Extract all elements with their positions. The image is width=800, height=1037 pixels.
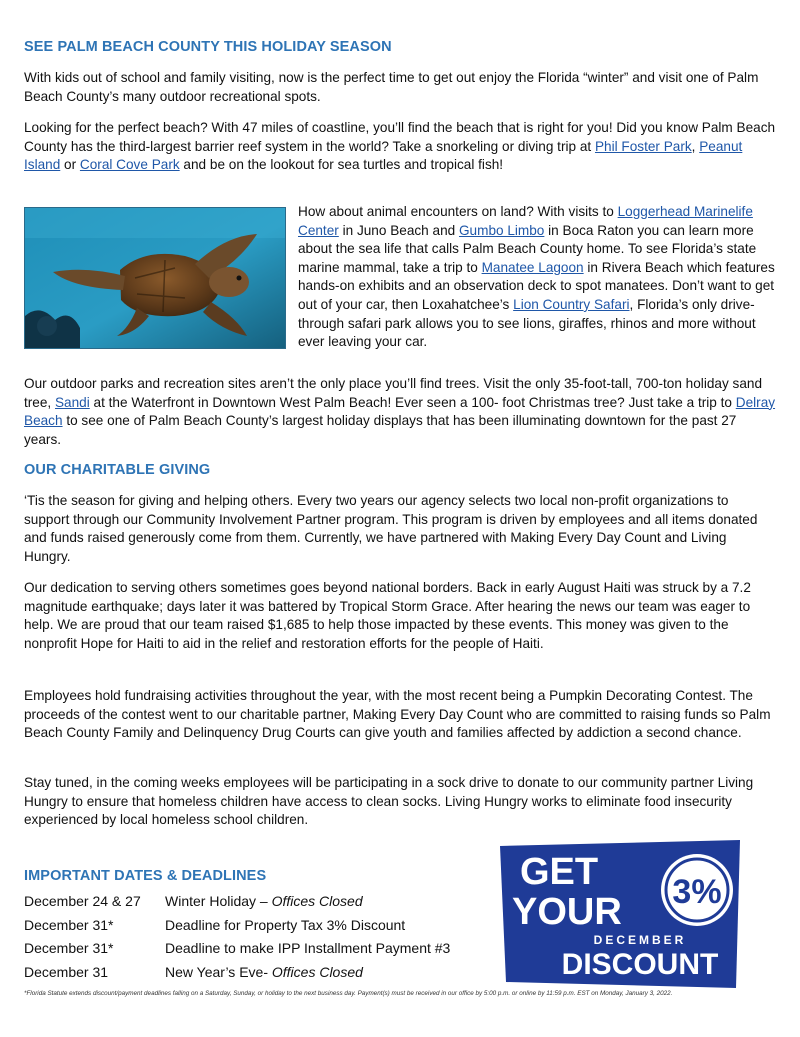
giving-paragraph-3: Employees hold fundraising activities throughout the year, with the most recent being a Pumpkin Decorating Contest. The proceeds of the contest went to our charitable partner, Making Every Day Count who are committed to raising funds so Palm Beach County Family and Delinquency Drug Courts can give youth and families affected by addiction a second chance. bbox=[24, 688, 771, 741]
badge-percent-text: 3% bbox=[672, 873, 722, 911]
event-cell: Deadline to make IPP Installment Payment #3 bbox=[165, 940, 451, 956]
charitable-giving-heading: OUR CHARITABLE GIVING bbox=[24, 462, 211, 478]
trees-paragraph: Our outdoor parks and recreation sites aren’t the only place you’ll find trees. Visit the only 35-foot-tall, 700-ton holiday sand tree, Sandi at the Waterfront in Downtown West Palm Beach! Ever seen a 100- foot Christmas tree? Just take a trip to Delray Beach to see one of Palm Beach County’s largest holiday displays that has been illuminating downtown for the past 27 years. bbox=[24, 376, 776, 447]
giving-paragraph-4: Stay tuned, in the coming weeks employees will be participating in a sock drive to donate to our community partner Living Hungry to ensure that homeless children have access to clean socks. Living Hungry works to eliminate food insecurity experienced by local homeless school children. bbox=[24, 775, 754, 828]
dates-heading: IMPORTANT DATES & DEADLINES bbox=[24, 868, 267, 884]
badge-your-text: YOUR bbox=[512, 891, 622, 933]
beach-paragraph: Looking for the perfect beach? With 47 miles of coastline, you’ll find the beach that is right for you! Did you know Palm Beach County has the third-largest barrier reef system in the world? Take a snorkeling or diving trip at Phil Foster Park, Peanut Island or Coral Cove Park and be on the lookout for sea turtles and tropical fish! bbox=[24, 120, 776, 173]
deadline-footnote: *Florida Statute extends discount/payment deadlines falling on a Saturday, Sunday, or holiday to the next business day. Payment(s) must be received in our office by 5:00 p.m. or online by 11:59 p.m. EST on Monday, January 3, 2022. bbox=[24, 990, 673, 997]
animal-encounters-paragraph: How about animal encounters on land? With visits to Loggerhead Marinelife Center in Juno Beach and Gumbo Limbo in Boca Raton you can learn more about the sea life that calls Palm Beach County home. To see Florida’s state marine mammal, take a trip to Manatee Lagoon in Rivera Beach which features hands-on exhibits and an observation deck to spot manatees. Don’t want to get out of your car, then Loxahatchee’s Lion Country Safari, Florida’s only drive-through safari park allows you to see lions, giraffes, rhinos and more without ever leaving your car. bbox=[298, 204, 775, 350]
peanut-island-link[interactable]: Peanut Island bbox=[24, 138, 743, 173]
badge-discount-text: DISCOUNT bbox=[561, 948, 719, 981]
date-cell: December 31* bbox=[24, 916, 114, 933]
event-cell: Deadline for Property Tax 3% Discount bbox=[165, 916, 406, 933]
date-cell: December 31* bbox=[24, 940, 114, 956]
animal-encounters-block bbox=[24, 203, 776, 352]
loggerhead-marinelife-center-link[interactable]: Loggerhead Marinelife Center bbox=[298, 204, 753, 238]
date-cell: December 31 bbox=[24, 963, 109, 980]
discount-badge bbox=[500, 840, 740, 988]
delray-beach-link[interactable]: Delray Beach bbox=[24, 394, 776, 429]
gumbo-limbo-link[interactable]: Gumbo Limbo bbox=[458, 222, 545, 238]
event-cell: Winter Holiday – Offices Closed bbox=[165, 893, 363, 909]
giving-paragraph-2: Our dedication to serving others sometimes goes beyond national borders. Back in early August Haiti was struck by a 7.2 magnitude earthquake; days later it was battered by Tropical Storm Grace. After hearing the news our team was eager to help. We are proud that our team raised $1,685 to help those impacted by these events. This money was given to the nonprofit Hope for Haiti to aid in the relief and restoration efforts for the people of Haiti. bbox=[24, 580, 751, 651]
giving-paragraph-1: ‘Tis the season for giving and helping others. Every two years our agency selects two local non-profit organizations to support through our Community Involvement Partner program. This program is driven by employees and all items donated and funds raised generously come from them. Currently, we have partnered with Making Every Day Count and Living Hungry. bbox=[24, 493, 758, 564]
date-cell: December 24 & 27 bbox=[24, 893, 141, 909]
lion-country-safari-link[interactable]: Lion Country Safari bbox=[513, 296, 630, 312]
badge-get-text: GET bbox=[520, 851, 599, 893]
sandi-link[interactable]: Sandi bbox=[54, 394, 90, 410]
phil-foster-park-link[interactable]: Phil Foster Park bbox=[594, 138, 692, 154]
intro-paragraph: With kids out of school and family visiting, now is the perfect time to get out enjoy the Florida “winter” and visit one of Palm Beach County’s many outdoor recreational spots. bbox=[24, 70, 759, 104]
manatee-lagoon-link[interactable]: Manatee Lagoon bbox=[481, 259, 584, 275]
sea-turtle-photo bbox=[24, 207, 286, 349]
holiday-season-heading: SEE PALM BEACH COUNTY THIS HOLIDAY SEASON bbox=[24, 39, 392, 55]
coral-cove-park-link[interactable]: Coral Cove Park bbox=[79, 157, 180, 173]
event-cell: New Year’s Eve- Offices Closed bbox=[165, 963, 363, 980]
badge-december-text: DECEMBER bbox=[593, 933, 687, 947]
